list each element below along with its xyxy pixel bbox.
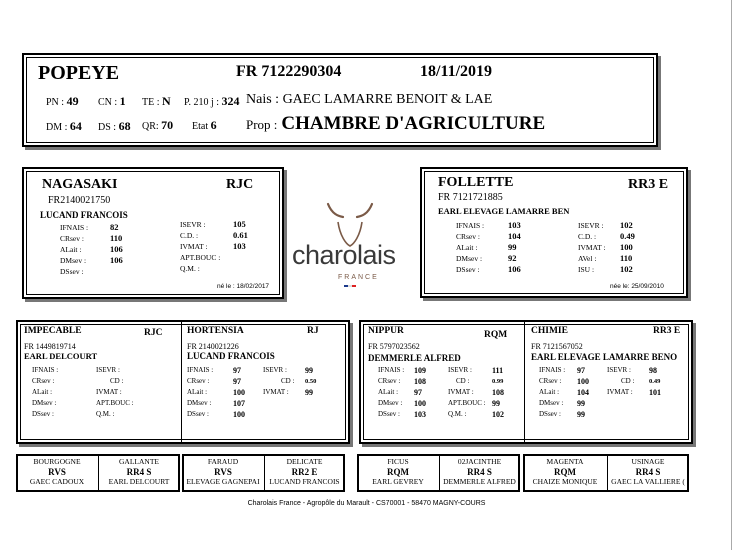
grandparent-card: IMPECABLE RJC FR 1449819714 EARL DELCOURT IFNAIS : CRsev : ALait : DMsev : DSsev : ISEVR : CD : IVMAT : APT.BOUC : Q.M. : [24,326,163,418]
sire-left-labels: IFNAIS : CRsev : ALait : DMsev : DSsev : [60,223,89,276]
sire-right-values: 105 0.61 103 [233,219,248,251]
logo-sub: FRANCE [338,274,379,281]
sire-right-labels: ISEVR : C.D. : IVMAT : APT.BOUC : Q.M. : [180,220,221,273]
sire-born: né le : 18/02/2017 [217,283,270,290]
dam-name: FOLLETTE [438,175,514,190]
grandparent-owner: EARL ELEVAGE LAMARRE BENO [531,352,678,362]
dam-born: née le: 25/09/2010 [610,283,664,290]
sire-name: NAGASAKI [42,177,118,192]
grandparent-name: CHIMIE [531,326,568,336]
grandparent-code: RJC [144,328,163,338]
grandparent-code: RJ [307,326,319,336]
etat-field: Etat 6 [192,118,217,132]
animal-header [22,53,658,147]
great-grandparent-cell: BOURGOGNE RVS GAEC CADOUX [29,457,85,486]
grandparent-card: HORTENSIA RJ FR 2140021226 LUCAND FRANCOIS IFNAIS : CRsev : ALait : DMsev : DSsev : 97 97 100 107 100 ISEVR : CD : IVMAT : 99 0.50 99 [187,326,319,419]
sire-id: FR2140021750 [48,195,111,206]
dam-right-labels: ISEVR : C.D. : IVMAT : AVel : ISU : [578,221,606,274]
grandparent-card: CHIMIE RR3 E FR 7121567052 EARL ELEVAGE LAMARRE BENO IFNAIS : CRsev : ALait : DMsev : DSsev : 97 100 104 99 99 ISEVR : CD : IVMAT : 98 0.49 101 [531,326,681,419]
dam-right-values: 102 0.49 100 110 102 [620,220,635,274]
french-flag-icon [344,285,356,287]
dam-id: FR 7121721885 [438,192,503,203]
great-grandparent-cell: GALLANTE RR4 S EARL DELCOURT [108,457,170,486]
nais-field: Nais : GAEC LAMARRE BENOIT & LAE [246,92,493,107]
cn-field: CN : 1 [98,94,126,108]
grandparent-name: NIPPUR [368,326,404,336]
footer-address: Charolais France - Agropôle du Marault - CS70001 - 58470 MAGNY-COURS [247,500,486,507]
grandparent-owner: EARL DELCOURT [24,351,98,361]
grandparent-code: RR3 E [653,326,681,336]
sire-code: RJC [226,177,254,192]
sire-card [22,167,284,299]
dam-left-values: 103 104 99 92 106 [508,220,521,274]
animal-id: FR 7122290304 [236,63,342,80]
great-grandparent-cell: MAGENTA RQM CHAIZE MONIQUE [532,457,598,486]
grandparent-id: FR 7121567052 [531,342,583,351]
page-edge-line [731,0,732,550]
great-grandparent-cell: USINAGE RR4 S GAEC LA VALLIERE ( [611,457,685,486]
grandparent-name: IMPECABLE [24,326,82,336]
grandparent-owner: LUCAND FRANCOIS [187,351,275,361]
dam-code: RR3 E [628,177,669,192]
grandparent-card: NIPPUR RQM FR 5797023562 DEMMERLE ALFRED IFNAIS : CRsev : ALait : DMsev : DSsev : 109 108 97 100 103 ISEVR : CD : IVMAT : APT.BOUC : Q.M. : 111 0.99 108 99 102 [368,326,508,419]
dam-left-labels: IFNAIS : CRsev : ALait : DMsev : DSsev : [456,221,485,274]
grandparent-id: FR 2140021226 [187,342,239,351]
great-grandparent-cell: FICUS RQM EARL GEVREY [372,457,424,486]
great-grandparent-cell: FARAUD RVS ELEVAGE GAGNEPAI [186,457,260,486]
prop-field: Prop : CHAMBRE D'AGRICULTURE [246,113,546,134]
grandparent-id: FR 1449819714 [24,342,76,351]
sire-owner: LUCAND FRANCOIS [40,210,128,220]
animal-date: 18/11/2019 [420,63,493,80]
dam-owner: EARL ELEVAGE LAMARRE BEN [438,206,570,216]
great-grandparent-cell: 02JACINTHE RR4 S DEMMERLE ALFRED [443,457,516,486]
dam-card [420,167,688,298]
grandparent-name: HORTENSIA [187,326,244,336]
p210-field: P. 210 j : 324 [184,94,240,108]
grandparent-id: FR 5797023562 [368,342,420,351]
grandparent-code: RQM [484,330,508,340]
dm-field: DM : 64 [46,119,82,133]
pn-field: PN : 49 [46,94,79,108]
qr-field: QR: 70 [142,118,174,132]
grandparent-owner: DEMMERLE ALFRED [368,353,461,363]
charolais-logo [288,196,412,300]
te-field: TE : N [142,94,171,108]
sire-left-values: 82 110 106 106 [110,222,123,265]
great-grandparent-cell: DELICATE RR2 E LUCAND FRANCOIS [269,457,340,486]
animal-name: POPEYE [38,62,120,84]
logo-word: charolais [292,240,396,270]
ds-field: DS : 68 [98,119,131,133]
